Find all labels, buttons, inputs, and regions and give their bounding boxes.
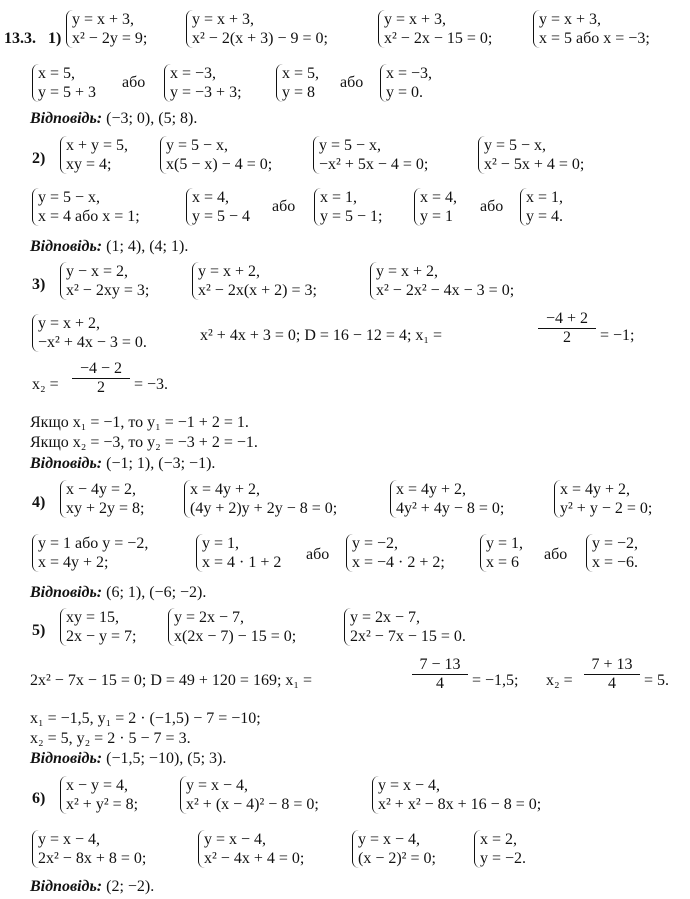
system [474,830,526,868]
part-label: 1) [48,30,62,47]
system [60,262,149,300]
answer-value: (1; 4), (4; 1). [102,238,189,255]
system-row: y = x − 4, [378,777,441,794]
system-row: y = 5 − x, [319,137,382,154]
system-row: x = 5, [282,65,320,82]
system-row: x = 2, [480,831,518,848]
or-word: або [272,198,296,215]
part-label: 6) [32,790,46,807]
system-row: x² − 2x(x + 2) = 3; [198,282,317,299]
equation: x₂ = [546,672,573,689]
fraction-numerator: 7 − 13 [412,656,468,675]
system-row: x = 4, [420,189,458,206]
system-row: x² − 2xy = 3; [66,282,150,299]
system-row: x − 4y = 2, [66,481,137,498]
equation: 2x² − 7x − 15 = 0; D = 49 + 120 = 169; x₁ = [30,672,312,689]
system-row: x² − 5x + 4 = 0; [484,156,585,173]
fraction-denominator: 4 [608,675,616,692]
system-row: x = 4y + 2, [190,481,261,498]
system [554,480,652,518]
system-row: y = 2x − 7, [350,609,421,626]
system-row: y = 5 − x, [38,189,101,206]
answer-line [30,750,226,768]
answer-label: Відповідь: [30,238,103,255]
answer-label: Відповідь: [30,455,103,472]
system [370,262,514,300]
system-row: y = 1 [420,208,454,225]
equation: = 5. [644,672,670,689]
system-row: y = x + 3, [539,11,602,28]
system-row: x² − 2y = 9; [72,30,148,47]
system-row: y = 1 або y = −2, [38,535,149,552]
part-label: 5) [32,622,46,639]
system-row: y = x + 3, [72,11,135,28]
system-row: −x² + 5x − 4 = 0; [319,156,429,173]
system-row: x − y = 4, [66,777,129,794]
system-row: y = x − 4, [204,831,267,848]
system-row: x² − 2x − 15 = 0; [384,30,493,47]
system [192,262,317,300]
answer-line [30,455,215,473]
system [198,830,304,868]
problem-number: 13.3. [4,30,36,47]
fraction-denominator: 2 [97,379,105,396]
system [352,830,436,868]
system [60,136,128,174]
system-row: x + y = 5, [66,137,129,154]
equation: x₂ = [32,376,59,393]
or-word: або [544,546,568,563]
answer-label: Відповідь: [30,750,103,767]
system-row: x² + x² − 8x + 16 − 8 = 0; [378,796,542,813]
system-row: y = x − 4, [38,831,101,848]
system [160,136,272,174]
or-word: або [306,546,330,563]
system [60,480,145,518]
system-row: y = −2, [592,535,639,552]
system [180,776,319,814]
answer-line [30,238,188,256]
text-line: x₂ = 5, y₂ = 2 · 5 − 7 = 3. [30,730,191,747]
system-row: xy = 15, [66,609,120,626]
answer-value: (−1; 1), (−3; −1). [102,455,216,472]
system-row: x(5 − x) − 4 = 0; [166,156,273,173]
system-row: 2x − y = 7; [66,628,137,645]
system-row: y = 8 [282,84,316,101]
system-row: x = 4, [192,189,230,206]
system [480,534,523,572]
part-label: 3) [32,276,46,293]
answer-value: (−1,5; −10), (5; 3). [102,750,227,767]
system-row: x = 5, [38,65,76,82]
system-row: x = 4 або x = 1; [38,208,140,225]
system-row: x = 4 · 1 + 2 [202,554,282,571]
system-row: x = −3, [170,65,217,82]
system-row: y = 1, [202,535,240,552]
system-row: xy + 2y = 8; [66,500,145,517]
system-row: y = x + 3, [192,11,255,28]
equation: = −3. [134,376,169,393]
system-row: x = 4y + 2, [560,481,631,498]
system [414,188,457,226]
system [390,480,504,518]
system-row: y = −2, [352,535,399,552]
part-label: 4) [32,494,46,511]
system-row: x² + (x − 4)² − 8 = 0; [186,796,319,813]
answer-label: Відповідь: [30,584,103,601]
answer-value: (2; −2). [102,878,155,895]
answer-value: (6; 1), (−6; −2). [102,584,207,601]
system [344,608,466,646]
system [32,830,146,868]
system [196,534,281,572]
system-row: x² + y² = 8; [66,796,139,813]
answer-value: (−3; 0), (5; 8). [102,110,198,127]
fraction [584,656,640,693]
system-row: y = x − 4, [186,777,249,794]
system-row: y − x = 2, [66,263,129,280]
fraction [538,310,596,347]
system [32,64,96,102]
system [380,64,432,102]
system [32,314,147,352]
system [164,64,242,102]
system [32,534,148,572]
or-word: або [480,198,504,215]
system-row: y = 1, [486,535,524,552]
or-word: або [340,74,364,91]
system-row: 4y² + 4y − 8 = 0; [396,500,505,517]
text-line: Якщо x₂ = −3, то y₂ = −3 + 2 = −1. [30,434,258,451]
system-row: x = 5 або x = −3; [539,30,650,47]
system [32,188,140,226]
system-row: x = 1, [526,189,564,206]
system [60,776,138,814]
equation: x² + 4x + 3 = 0; D = 16 − 12 = 4; x₁ = [200,327,442,344]
system-row: y = 5 − x, [484,137,547,154]
system-row: y = x + 2, [376,263,439,280]
system-row: (4y + 2)y + 2y − 8 = 0; [190,500,338,517]
answer-label: Відповідь: [30,110,103,127]
equation: = −1,5; [472,672,519,689]
system [346,534,445,572]
system [276,64,319,102]
answer-label: Відповідь: [30,878,103,895]
system [168,608,296,646]
fraction-numerator: −4 − 2 [72,360,130,379]
system [520,188,563,226]
answer-line [30,584,206,602]
system-row: x(2x − 7) − 15 = 0; [174,628,297,645]
system-row: x = −3, [386,65,433,82]
system-row: xy = 4; [66,156,112,173]
fraction-numerator: −4 + 2 [538,310,596,329]
text-line: x₁ = −1,5, y₁ = 2 · (−1,5) − 7 = −10; [30,710,261,727]
fraction-numerator: 7 + 13 [584,656,640,675]
system-row: y = 5 − x, [166,137,229,154]
part-label: 2) [32,150,46,167]
system [314,188,383,226]
system [372,776,541,814]
system-row: x = −6. [592,554,639,571]
system [186,10,328,48]
system-row: y = x − 4, [358,831,421,848]
system-row: y = 5 + 3 [38,84,97,101]
fraction [72,360,130,397]
answer-line [30,110,197,128]
system-row: 2x² − 7x − 15 = 0. [350,628,466,645]
equation: = −1; [600,327,635,344]
system-row: y = 0. [386,84,424,101]
system [184,480,337,518]
system [478,136,584,174]
system [60,608,137,646]
fraction-denominator: 2 [563,329,571,346]
system [378,10,492,48]
text-line: Якщо x₁ = −1, то y₁ = −1 + 2 = 1. [30,414,249,431]
fraction-denominator: 4 [436,675,444,692]
system [533,10,650,48]
system-row: x = 4y + 2; [38,554,109,571]
system-row: x = 1, [320,189,358,206]
system-row: (x − 2)² = 0; [358,850,436,867]
system [66,10,147,48]
system-row: y = x + 3, [384,11,447,28]
system-row: y = −2. [480,850,527,867]
system-row: y² + y − 2 = 0; [560,500,653,517]
system-row: x² − 2(x + 3) − 9 = 0; [192,30,328,47]
system [586,534,638,572]
or-word: або [122,74,146,91]
system-row: y = x + 2, [198,263,261,280]
system-row: y = 5 − 1; [320,208,383,225]
system-row: x = −4 · 2 + 2; [352,554,445,571]
fraction [412,656,468,693]
system-row: x = 4y + 2, [396,481,467,498]
system-row: y = 4. [526,208,564,225]
system-row: y = 2x − 7, [174,609,245,626]
system-row: y = 5 − 4 [192,208,251,225]
system-row: −x² + 4x − 3 = 0. [38,334,147,351]
answer-line [30,878,154,896]
system [313,136,428,174]
system-row: y = x + 2, [38,315,101,332]
system-row: 2x² − 8x + 8 = 0; [38,850,147,867]
system-row: x² − 2x² − 4x − 3 = 0; [376,282,515,299]
system-row: x² − 4x + 4 = 0; [204,850,305,867]
system-row: x = 6 [486,554,520,571]
system-row: y = −3 + 3; [170,84,242,101]
system [186,188,250,226]
